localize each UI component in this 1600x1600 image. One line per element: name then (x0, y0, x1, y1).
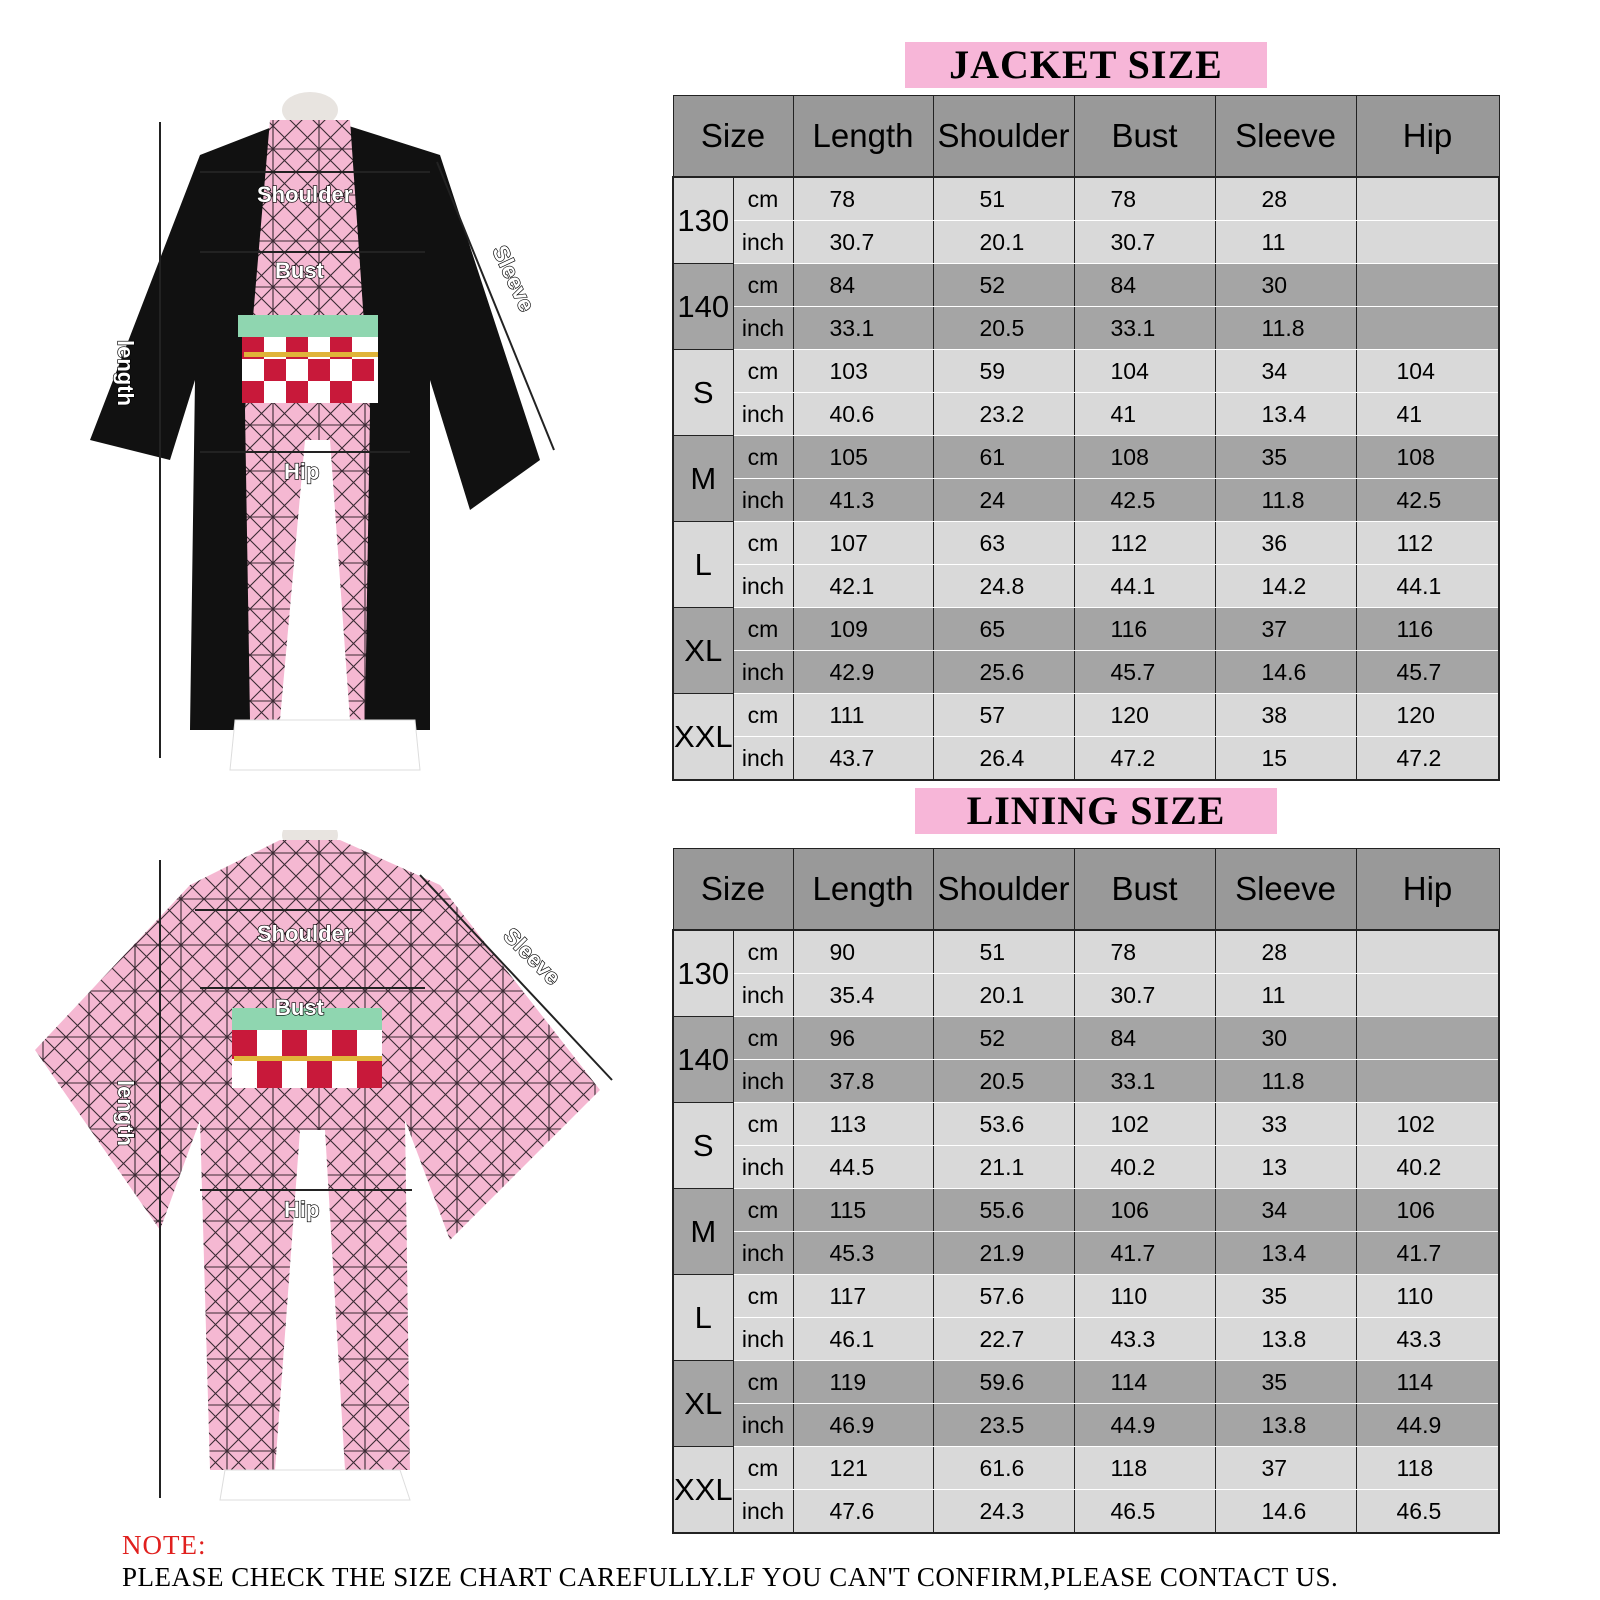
size-label: 140 (673, 1017, 733, 1103)
table-cell: 119 (793, 1361, 933, 1404)
sash-collar (238, 315, 378, 337)
table-cell: 42.1 (793, 565, 933, 608)
unit-label: inch (733, 651, 793, 694)
hip-label: Hip (284, 459, 320, 484)
header-length: Length (793, 849, 933, 931)
table-row (673, 930, 1499, 974)
table-cell: 21.9 (933, 1232, 1074, 1275)
table-cell: 121 (793, 1447, 933, 1490)
table-cell: 110 (1356, 1275, 1499, 1318)
table-cell: 105 (793, 436, 933, 479)
table-cell: 41.3 (793, 479, 933, 522)
unit-label: cm (733, 1103, 793, 1146)
table-cell: 51 (933, 930, 1074, 974)
table-cell: 40.2 (1356, 1146, 1499, 1189)
table-cell: 78 (793, 177, 933, 221)
sleeve-label: Sleeve (498, 922, 566, 990)
size-label: L (673, 1275, 733, 1361)
unit-label: inch (733, 737, 793, 781)
unit-label: cm (733, 1017, 793, 1060)
header-sleeve: Sleeve (1215, 849, 1356, 931)
table-row (673, 522, 1499, 565)
table-cell: 11.8 (1215, 479, 1356, 522)
jacket-illustration (20, 80, 640, 800)
unit-label: cm (733, 930, 793, 974)
table-cell: 120 (1074, 694, 1215, 737)
table-cell (1356, 177, 1499, 221)
unit-label: inch (733, 479, 793, 522)
table-cell: 116 (1356, 608, 1499, 651)
table-cell: 20.1 (933, 221, 1074, 264)
table-cell: 13.8 (1215, 1404, 1356, 1447)
header-length: Length (793, 96, 933, 178)
table-cell: 57.6 (933, 1275, 1074, 1318)
header-hip: Hip (1356, 96, 1499, 178)
unit-label: cm (733, 436, 793, 479)
table-cell: 61.6 (933, 1447, 1074, 1490)
table-cell: 118 (1356, 1447, 1499, 1490)
table-cell (1356, 1060, 1499, 1103)
table-cell: 102 (1074, 1103, 1215, 1146)
table-cell: 33.1 (1074, 307, 1215, 350)
table-row (673, 1189, 1499, 1232)
table-cell: 44.9 (1356, 1404, 1499, 1447)
table-cell: 113 (793, 1103, 933, 1146)
header-sleeve: Sleeve (1215, 96, 1356, 178)
table-cell: 24.8 (933, 565, 1074, 608)
table-cell: 43.3 (1356, 1318, 1499, 1361)
table-cell: 46.5 (1356, 1490, 1499, 1534)
table-cell: 47.6 (793, 1490, 933, 1534)
note-text: PLEASE CHECK THE SIZE CHART CAREFULLY.LF YOU CAN'T CONFIRM,PLEASE CONTACT US. (122, 1562, 1339, 1592)
table-cell: 110 (1074, 1275, 1215, 1318)
table-cell: 84 (1074, 1017, 1215, 1060)
checkered-sash (242, 337, 378, 403)
table-cell: 78 (1074, 930, 1215, 974)
header-shoulder: Shoulder (933, 849, 1074, 931)
unit-label: inch (733, 1318, 793, 1361)
table-header-row (673, 96, 1499, 178)
table-cell: 23.5 (933, 1404, 1074, 1447)
jacket-size-title: JACKET SIZE (905, 42, 1267, 88)
unit-label: inch (733, 1146, 793, 1189)
header-size: Size (673, 96, 793, 178)
jacket-diagram (20, 80, 640, 800)
table-cell: 65 (933, 608, 1074, 651)
unit-label: cm (733, 1447, 793, 1490)
table-cell: 53.6 (933, 1103, 1074, 1146)
table-cell: 46.9 (793, 1404, 933, 1447)
table-row (673, 737, 1499, 781)
table-cell: 36 (1215, 522, 1356, 565)
table-cell: 106 (1074, 1189, 1215, 1232)
table-cell: 37 (1215, 1447, 1356, 1490)
table-row (673, 1103, 1499, 1146)
size-label: 140 (673, 264, 733, 350)
unit-label: inch (733, 307, 793, 350)
table-cell: 116 (1074, 608, 1215, 651)
table-cell: 52 (933, 1017, 1074, 1060)
table-cell: 26.4 (933, 737, 1074, 781)
table-cell: 23.2 (933, 393, 1074, 436)
table-cell: 44.1 (1356, 565, 1499, 608)
table-cell: 45.7 (1074, 651, 1215, 694)
table-cell: 103 (793, 350, 933, 393)
table-row (673, 479, 1499, 522)
jacket-size-table (672, 95, 1500, 781)
unit-label: inch (733, 1490, 793, 1534)
table-cell: 37.8 (793, 1060, 933, 1103)
table-cell: 37 (1215, 608, 1356, 651)
table-cell: 55.6 (933, 1189, 1074, 1232)
table-cell: 63 (933, 522, 1074, 565)
hip-label: Hip (284, 1197, 320, 1222)
table-cell: 52 (933, 264, 1074, 307)
table-row (673, 307, 1499, 350)
table-cell: 20.5 (933, 1060, 1074, 1103)
table-cell: 13.4 (1215, 393, 1356, 436)
table-cell: 34 (1215, 1189, 1356, 1232)
table-cell: 114 (1356, 1361, 1499, 1404)
table-cell: 96 (793, 1017, 933, 1060)
table-cell: 13.4 (1215, 1232, 1356, 1275)
table-row (673, 1232, 1499, 1275)
table-cell: 21.1 (933, 1146, 1074, 1189)
table-cell: 22.7 (933, 1318, 1074, 1361)
table-cell: 30.7 (1074, 974, 1215, 1017)
table-cell: 42.9 (793, 651, 933, 694)
size-label: XL (673, 1361, 733, 1447)
lining-size-title: LINING SIZE (915, 788, 1277, 834)
table-row (673, 1447, 1499, 1490)
note-label: NOTE: (122, 1530, 207, 1560)
table-cell: 24.3 (933, 1490, 1074, 1534)
table-row (673, 436, 1499, 479)
header-shoulder: Shoulder (933, 96, 1074, 178)
table-cell: 13 (1215, 1146, 1356, 1189)
unit-label: cm (733, 1275, 793, 1318)
table-cell (1356, 1017, 1499, 1060)
table-cell: 11 (1215, 221, 1356, 264)
table-cell: 59 (933, 350, 1074, 393)
table-cell: 34 (1215, 350, 1356, 393)
table-cell: 51 (933, 177, 1074, 221)
table-cell: 15 (1215, 737, 1356, 781)
table-cell: 40.2 (1074, 1146, 1215, 1189)
header-bust: Bust (1074, 96, 1215, 178)
table-row (673, 1017, 1499, 1060)
unit-label: inch (733, 393, 793, 436)
length-label: length (113, 340, 138, 406)
table-cell: 14.6 (1215, 1490, 1356, 1534)
size-label: M (673, 1189, 733, 1275)
table-cell: 40.6 (793, 393, 933, 436)
table-row (673, 1404, 1499, 1447)
unit-label: inch (733, 1404, 793, 1447)
header-hip: Hip (1356, 849, 1499, 931)
table-cell: 43.7 (793, 737, 933, 781)
table-row (673, 177, 1499, 221)
table-cell: 33.1 (1074, 1060, 1215, 1103)
table-cell (1356, 221, 1499, 264)
lining-size-table (672, 848, 1500, 1534)
table-cell: 57 (933, 694, 1074, 737)
table-cell (1356, 974, 1499, 1017)
table-cell: 35 (1215, 1361, 1356, 1404)
checkered-sash (232, 1030, 382, 1088)
table-cell: 30.7 (1074, 221, 1215, 264)
header-size: Size (673, 849, 793, 931)
table-cell (1356, 307, 1499, 350)
table-cell: 20.5 (933, 307, 1074, 350)
table-row (673, 974, 1499, 1017)
table-cell: 107 (793, 522, 933, 565)
table-cell: 118 (1074, 1447, 1215, 1490)
bust-label: Bust (275, 258, 324, 283)
table-row (673, 264, 1499, 307)
size-label: 130 (673, 177, 733, 264)
table-row (673, 1490, 1499, 1534)
size-label: XL (673, 608, 733, 694)
table-cell: 35.4 (793, 974, 933, 1017)
table-cell: 33.1 (793, 307, 933, 350)
table-cell: 41.7 (1356, 1232, 1499, 1275)
table-row (673, 608, 1499, 651)
table-cell: 44.1 (1074, 565, 1215, 608)
table-cell: 44.9 (1074, 1404, 1215, 1447)
table-cell: 111 (793, 694, 933, 737)
table-row (673, 1275, 1499, 1318)
table-cell: 120 (1356, 694, 1499, 737)
size-label: L (673, 522, 733, 608)
table-cell: 30 (1215, 264, 1356, 307)
table-cell: 46.5 (1074, 1490, 1215, 1534)
table-cell: 14.6 (1215, 651, 1356, 694)
table-cell: 25.6 (933, 651, 1074, 694)
table-cell: 59.6 (933, 1361, 1074, 1404)
table-row (673, 1060, 1499, 1103)
table-row (673, 1361, 1499, 1404)
unit-label: cm (733, 264, 793, 307)
table-row (673, 393, 1499, 436)
table-cell: 24 (933, 479, 1074, 522)
table-cell: 108 (1074, 436, 1215, 479)
table-cell (1356, 930, 1499, 974)
table-cell: 20.1 (933, 974, 1074, 1017)
table-cell: 46.1 (793, 1318, 933, 1361)
table-cell: 41 (1356, 393, 1499, 436)
table-cell: 84 (793, 264, 933, 307)
table-cell: 14.2 (1215, 565, 1356, 608)
table-cell: 47.2 (1074, 737, 1215, 781)
lining-illustration (20, 830, 640, 1530)
table-cell: 45.7 (1356, 651, 1499, 694)
table-header-row (673, 849, 1499, 931)
table-cell: 104 (1356, 350, 1499, 393)
table-row (673, 694, 1499, 737)
table-cell: 11.8 (1215, 1060, 1356, 1103)
size-label: S (673, 1103, 733, 1189)
table-cell: 35 (1215, 1275, 1356, 1318)
table-cell: 102 (1356, 1103, 1499, 1146)
table-cell: 42.5 (1074, 479, 1215, 522)
size-label: S (673, 350, 733, 436)
table-cell: 114 (1074, 1361, 1215, 1404)
table-cell: 35 (1215, 436, 1356, 479)
table-cell: 112 (1356, 522, 1499, 565)
unit-label: cm (733, 1189, 793, 1232)
table-cell: 30 (1215, 1017, 1356, 1060)
table-cell: 109 (793, 608, 933, 651)
table-cell: 11.8 (1215, 307, 1356, 350)
table-cell: 42.5 (1356, 479, 1499, 522)
unit-label: inch (733, 565, 793, 608)
table-row (673, 1146, 1499, 1189)
table-cell: 30.7 (793, 221, 933, 264)
table-cell: 104 (1074, 350, 1215, 393)
length-label: length (113, 1080, 138, 1146)
table-cell: 44.5 (793, 1146, 933, 1189)
shoulder-label: Shoulder (257, 182, 353, 207)
table-cell: 47.2 (1356, 737, 1499, 781)
table-cell: 43.3 (1074, 1318, 1215, 1361)
table-cell: 41 (1074, 393, 1215, 436)
unit-label: cm (733, 1361, 793, 1404)
table-cell: 41.7 (1074, 1232, 1215, 1275)
table-cell: 108 (1356, 436, 1499, 479)
table-cell: 11 (1215, 974, 1356, 1017)
table-cell: 45.3 (793, 1232, 933, 1275)
table-cell: 28 (1215, 930, 1356, 974)
table-cell: 84 (1074, 264, 1215, 307)
table-row (673, 565, 1499, 608)
table-row (673, 651, 1499, 694)
table-cell: 33 (1215, 1103, 1356, 1146)
unit-label: inch (733, 1060, 793, 1103)
table-row (673, 221, 1499, 264)
unit-label: cm (733, 177, 793, 221)
size-label: 130 (673, 930, 733, 1017)
table-cell: 117 (793, 1275, 933, 1318)
table-cell: 13.8 (1215, 1318, 1356, 1361)
unit-label: inch (733, 974, 793, 1017)
unit-label: inch (733, 1232, 793, 1275)
unit-label: cm (733, 350, 793, 393)
unit-label: cm (733, 608, 793, 651)
table-cell: 112 (1074, 522, 1215, 565)
unit-label: cm (733, 694, 793, 737)
table-cell: 38 (1215, 694, 1356, 737)
unit-label: cm (733, 522, 793, 565)
table-cell: 78 (1074, 177, 1215, 221)
table-row (673, 350, 1499, 393)
size-label: XXL (673, 1447, 733, 1534)
size-label: XXL (673, 694, 733, 781)
sleeve-label: Sleeve (487, 241, 540, 316)
shoulder-label: Shoulder (257, 921, 353, 946)
table-row (673, 1318, 1499, 1361)
lining-diagram (20, 830, 640, 1530)
size-label: M (673, 436, 733, 522)
bust-label: Bust (275, 995, 324, 1020)
table-cell: 115 (793, 1189, 933, 1232)
table-cell: 61 (933, 436, 1074, 479)
table-cell: 106 (1356, 1189, 1499, 1232)
table-cell: 28 (1215, 177, 1356, 221)
table-cell: 90 (793, 930, 933, 974)
header-bust: Bust (1074, 849, 1215, 931)
table-cell (1356, 264, 1499, 307)
unit-label: inch (733, 221, 793, 264)
